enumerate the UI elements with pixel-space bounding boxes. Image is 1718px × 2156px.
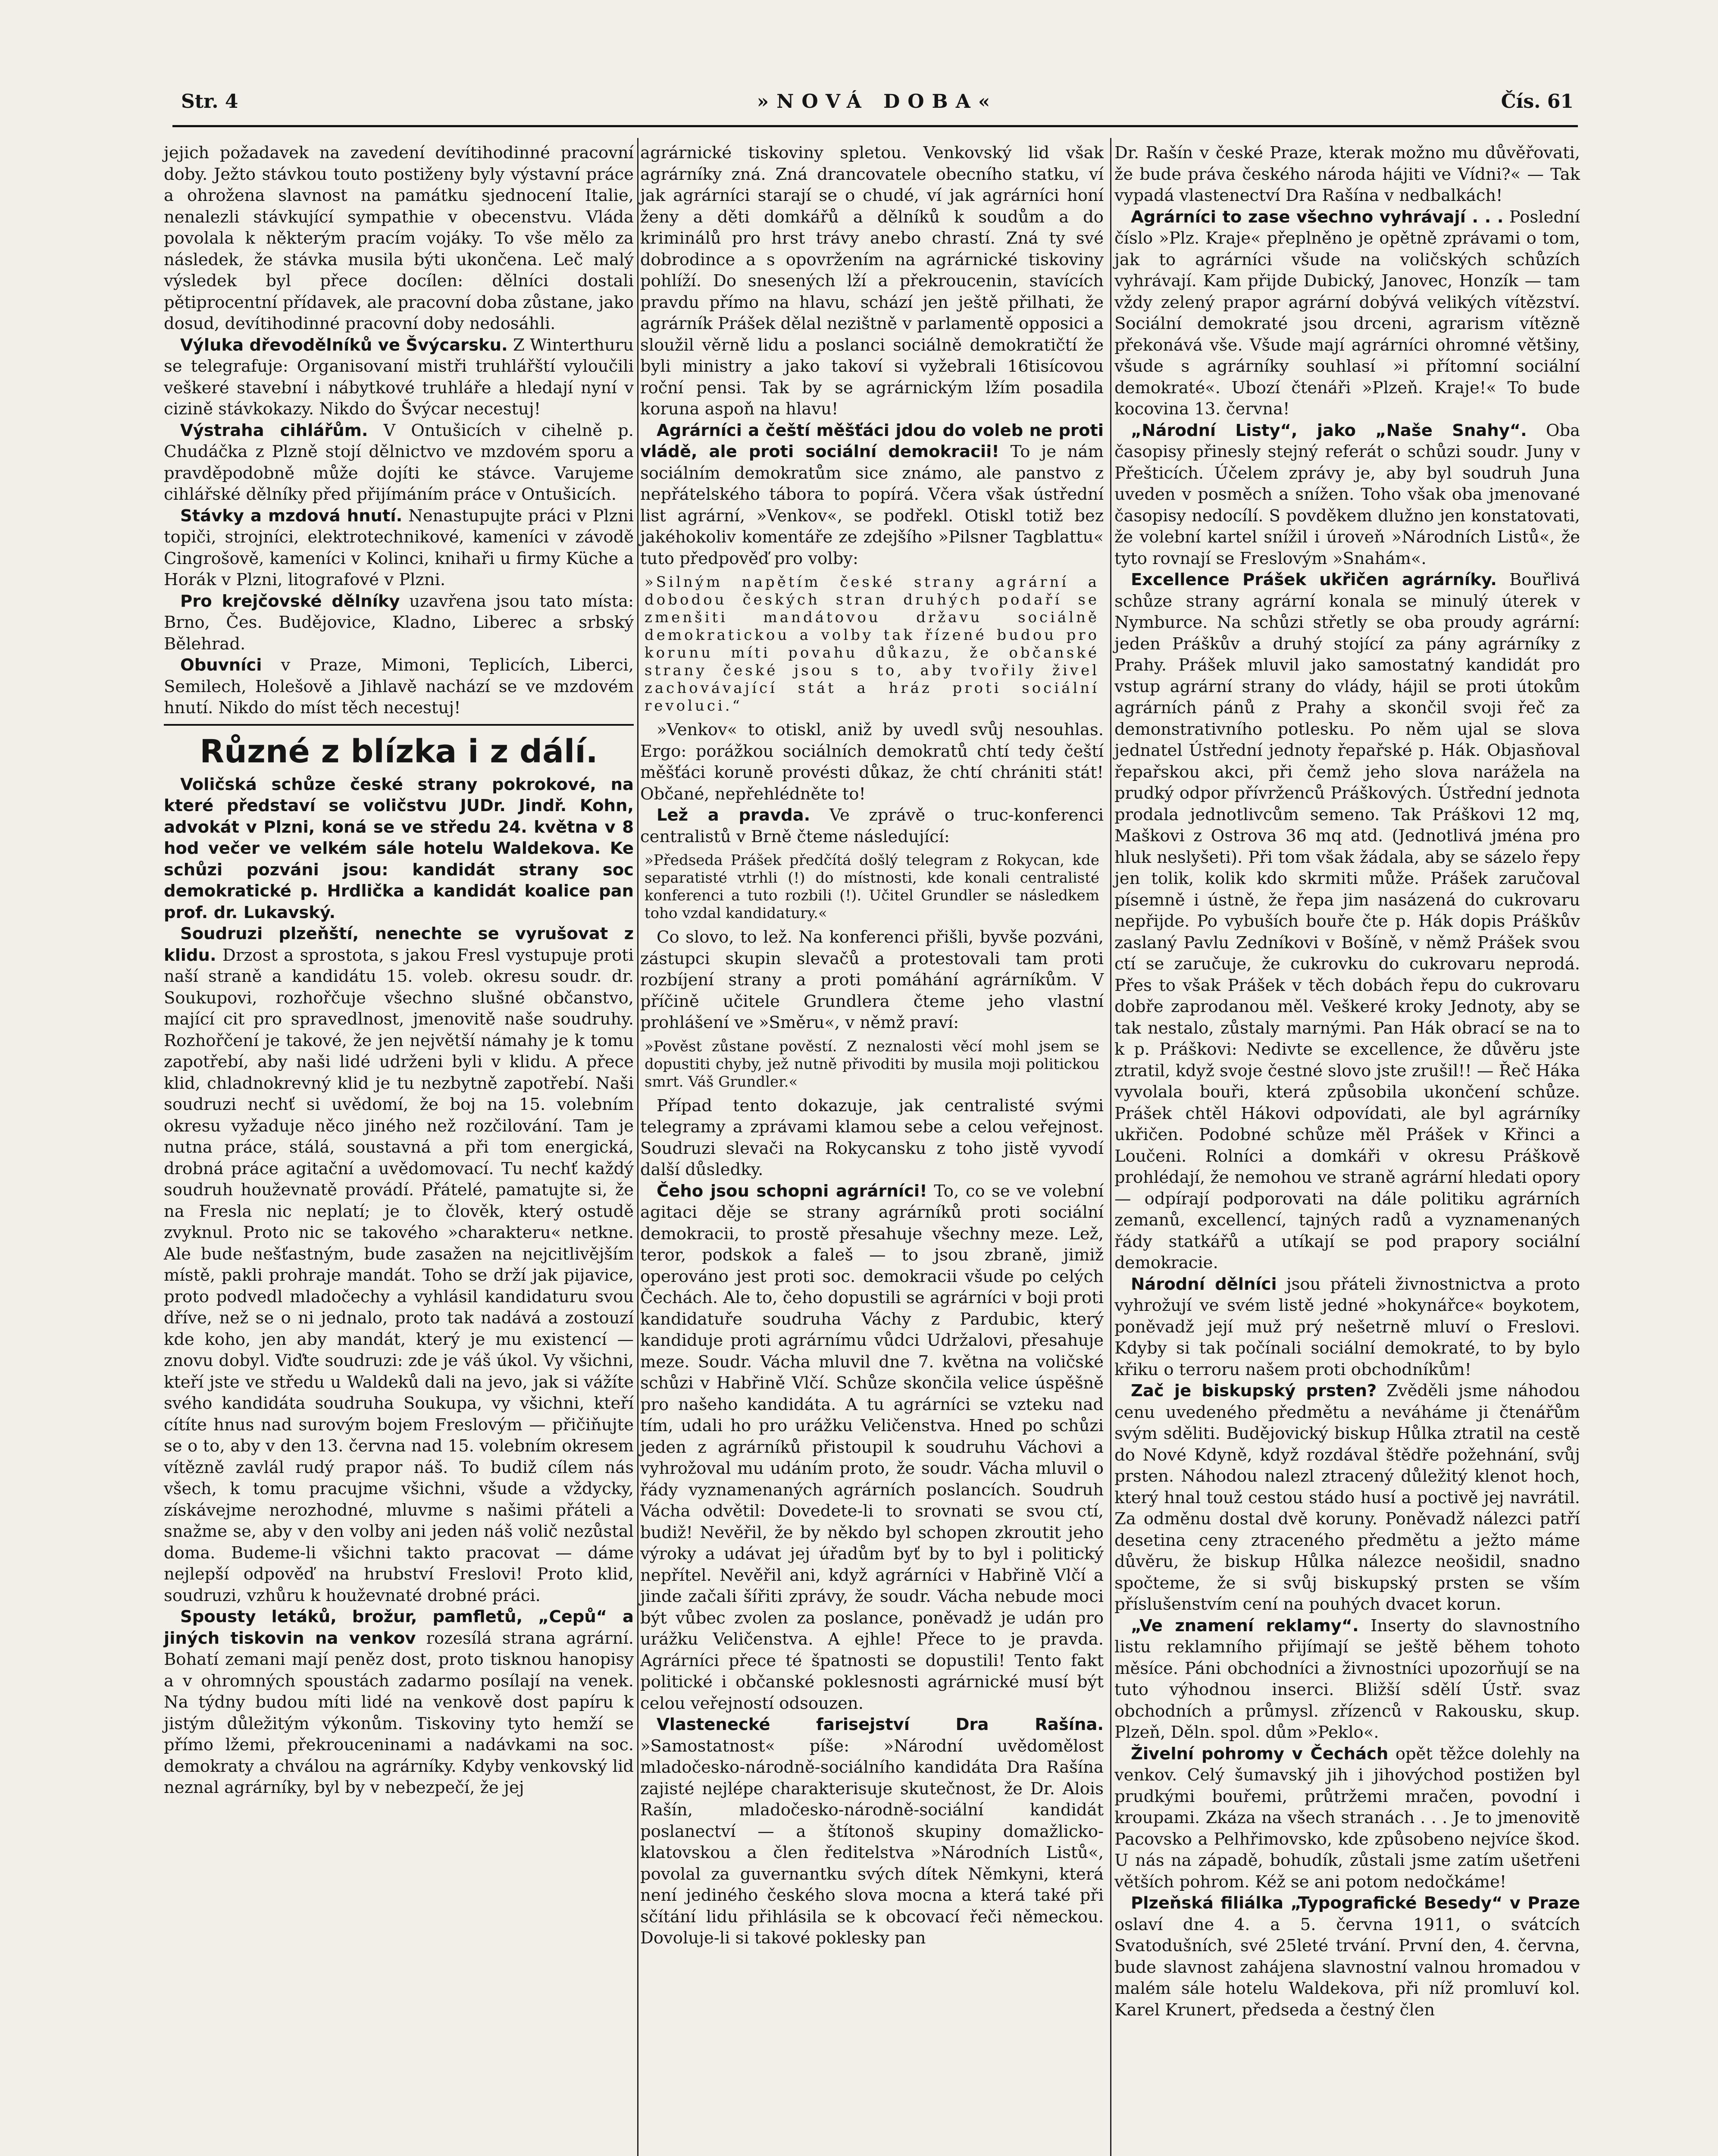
news-item bbox=[164, 655, 634, 719]
news-text: Oba časopisy přinesly stejný referát o schůzi soudr. Juny v Přešticích. Účelem zprávy je, aby byl soudruh Juna uveden v posměch a snížen. Toho však oba jmenované časopisy nedocílí. S povděkem dlužno jen konstatovati, že volební kartel snížil i úroveň »Národních Listů«, že tyto rovnají se Freslovým »Snahám«. bbox=[1114, 420, 1580, 568]
news-text: rozesílá strana agrární. Bohatí zemani mají peněz dost, proto tisknou hanopisy a v ohromných spoustách zadarmo posílají na venek. Na týdny budou míti lidé na venkově dost papíru k jistým důležitým výkonům. Tiskoviny tyto hemží se přímo lžemi, překrouceninami a nadávkami na soc. demokraty a chválou na agrárníky. Kdyby venkovský lid neznal agrárníky, byl by v nebezpečí, že jej bbox=[164, 1628, 634, 1797]
section-title: Různé z blízka i z dálí. bbox=[200, 733, 598, 770]
news-text: Z Winterthuru se telegrafuje: Organisovaní mistři truhlářští vyloučili veškeré stavební i nábytkové truhláře a hledají nyní v cizině stávkokazy. Nikdo do Švýcar necestuj! bbox=[164, 335, 634, 419]
news-heading: Plzeňská filiálka „Typografické Besedy“ v Praze bbox=[1131, 1893, 1580, 1913]
article-paragraph: jejich požadavek na zavedení devítihodinné pracovní doby. Ježto stávkou touto postiženy byly výstavní práce a ohrožena slavnost na památku sjednocení Italie, nenalezli stávkující sympathie v obecenstvu. Vláda povolala k některým pracím vojáky. To vše mělo za následek, že stávka musila býti ukončena. Leč malý výsledek byl přece docílen: dělníci dostali pětiprocentní přídavek, ale pracovní doba zůstane, jako dosud, devítihodinné pracovní doby nedosáhli. bbox=[164, 143, 634, 333]
news-item bbox=[1114, 1274, 1580, 1381]
news-heading: Pro krejčovské dělníky bbox=[180, 591, 400, 611]
quote-block: »Pověst zůstane pověstí. Z neznalosti věcí mohl jsem se dopustiti chyby, jež nutně přivoditi by musila moji politickou smrt. Váš Grundler.« bbox=[645, 1037, 1099, 1091]
news-text: To je nám sociálním demokratům sice známo, ale panstvo z nepřátelského tábora to popírá. Včera však ústřední list agrární, »Venkov«, se podřekl. Otiskl totiž bez jakéhokoliv komentáře ze zdejšího »Pilsner Tagblattu« tuto předpověď pro volby: bbox=[640, 442, 1104, 568]
news-text: jsou přáteli živnostnictva a proto vyhrožují ve svém listě jedné »hokynářce« boykotem, poněvadž její muž prý nešetrně mluví o Freslovi. Kdyby si tak počínali sociální demokraté, to by bylo křiku o terroru našem proti obchodníkům! bbox=[1114, 1274, 1580, 1379]
news-text: Poslední číslo »Plz. Kraje« přeplněno je opětně zprávami o tom, jak to agrárníci všude na voličských schůzích vyhrávají. Kam přijde Dubický, Janovec, Honzík — tam vždy zelený prapor agrární dobývá velikých vítězství. Sociální demokraté jsou drceni, agrarism vítězně překonává vše. Všude mají agrárníci ohromné většiny, všude s agrárníky souhlasí »i přítomní sociální demokraté«. Ubozí čtenáři »Plzeň. Kraje!« To bude kocovina 13. června! bbox=[1114, 207, 1580, 419]
news-heading: Stávky a mzdová hnutí. bbox=[180, 506, 403, 526]
article-paragraph: Případ tento dokazuje, jak centralisté svými telegramy a zprávami klamou sebe a celou veřejnost. Soudruzi slevači na Rokycansku z toho jistě vyvodí další důsledky. bbox=[640, 1096, 1104, 1179]
news-text: Zvěděli jsme náhodou cenu uvedeného předmětu a neváháme ji čtenářům svým sděliti. Budějovický biskup Hůlka ztratil na cestě do Nové Kdyně, když rozdával štědře požehnání, svůj prsten. Náhodou nalezl ztracený důležitý klenot hoch, který hnal touž cestou stádo husí a poctivě jej navrátil. Za odměnu dostal dvě koruny. Poněvadž nálezci patří desetina ceny ztraceného předmětu a ježto máme důvěru, že biskup Hůlka nálezce neošidil, snadno spočteme, že si svůj biskupský prsten se vším příslušenstvím cení na pouhých dvacet korun. bbox=[1114, 1381, 1580, 1614]
column-3 bbox=[1114, 142, 1580, 2021]
news-text: opět těžce dolehly na venkov. Celý šumavský jih i jihovýchod postižen byl prudkými bouřemi, průtržemi mračen, povodní i kroupami. Zkáza na všech stranách . . . Je to jmenovitě Pacovsko a Pelhřimovsko, kde způsobeno nejvíce škod. U nás na západě, bohudík, zůstali jsme zatím ušetřeni větších pohrom. Kéž se ani potom nedočkáme! bbox=[1114, 1744, 1580, 1892]
article-paragraph: Dr. Rašín v české Praze, kterak možno mu důvěřovati, že bude práva českého národa hájiti ve Vídni?« — Tak vypadá vlastenectví Dra Rašína v nedbalkách! bbox=[1114, 143, 1580, 205]
news-heading: Národní dělníci bbox=[1131, 1274, 1277, 1294]
news-item bbox=[164, 420, 634, 505]
news-text: »Samostatnost« píše: »Národní uvědomělost mladočesko-národně-sociálního kandidáta Dra Rašína zajisté nejlépe charakterisuje skutečnost, že Dr. Alois Rašín, mladočesko-národně-sociální kandidát poslanectví — a štítonoš skupiny domažlicko-klatovskou a člen ředitelstva »Národních Listů«, povolal za guvernantku svých dítek Němkyni, která není jediného českého slova mocna a která také při sčítání lidu přihlásila se k obcovací řeči německou. Dovoluje-li si takové poklesky pan bbox=[640, 1736, 1104, 1948]
quote-block: »Předseda Prášek předčítá došlý telegram z Rokycan, kde separatisté vtrhli (!) do místnosti, kde konali centralisté konferenci a tuto rozbili (!). Učitel Grundler se následkem toho vzdal kandidatury.« bbox=[645, 852, 1099, 922]
news-heading: Výstraha cihlářům. bbox=[180, 420, 368, 440]
news-heading: Vlastenecké farisejství Dra Rašína. bbox=[657, 1715, 1104, 1734]
news-heading: Obuvníci bbox=[180, 655, 262, 675]
news-heading: Spousty letáků, brožur, pamfletů, „Cepů“ a jiných tiskovin na venkov bbox=[164, 1607, 634, 1648]
news-item bbox=[164, 1606, 634, 1799]
news-item bbox=[640, 805, 1104, 847]
article-paragraph: »Venkov« to otiskl, aniž by uvedl svůj nesouhlas. Ergo: porážkou sociálních demokratů chtí tedy čeští měšťáci koruně provésti důkaz, že chtí chrániti stát! Občané, nepřehlédněte to! bbox=[640, 720, 1104, 804]
news-item bbox=[164, 591, 634, 655]
news-text: v Praze, Mimoni, Teplicích, Liberci, Semilech, Holešově a Jihlavě nachází se ve mzdovém hnutí. Nikdo do míst těch necestuj! bbox=[164, 655, 634, 718]
news-item bbox=[640, 420, 1104, 570]
page-number: Str. 4 bbox=[181, 91, 238, 113]
news-item bbox=[164, 335, 634, 420]
news-text: To, co se ve volební agitaci děje se strany agrárníků proti sociální demokracii, to prostě přesahuje všechny meze. Lež, teror, podskok a faleš — to jsou zbraně, jimiž operováno jest proti soc. demokracii všude po celých Čechách. Ale to, čeho dopustili se agrárníci v boji proti kandidatuře soudruha Váchy z Pardubic, který kandiduje proti agrárnímu vůdci Udržalovi, přesahuje meze. Soudr. Vácha mluvil dne 7. května na voličské schůzi v Habřině Vlčí. Schůze skončila velice úspěšně pro našeho kandidáta. A tu agrárníci se vzteku nad tím, udali ho pro urážku Veličenstva. Hned po schůzi jeden z agrárníků přistoupil k soudruhu Váchovi a vyhrožoval mu udáním proto, že soudr. Vácha mluvil o řády vyznamenaných agrárních poslancích. Soudruh Vácha odvětil: Dovedete-li to srovnati se svou ctí, budiž! Nevěřil, že by někdo byl schopen zkroutit jeho výroky a udávat jej úřadům byť by to byl i politický nepřítel. Nevěřil ani, když agrárníci v Habřině Vlčí a jinde začali šířiti zprávy, že soudr. Vácha nebude moci být vůbec zvolen za poslance, poněvadž je udán pro urážku Veličenstva. A ejhle! Přece to je pravda. Agrárníci přece té špatnosti se dopustili! Tento fakt politické i občanské poklesnosti agrárnické musí být celou veřejností odsouzen. bbox=[640, 1181, 1104, 1713]
news-heading: Excellence Prášek ukřičen agrárníky. bbox=[1131, 570, 1497, 589]
news-heading: Živelní pohromy v Čechách bbox=[1131, 1744, 1389, 1764]
news-heading: Agrárníci to zase všechno vyhrávají . . . bbox=[1131, 207, 1504, 227]
news-item bbox=[164, 923, 634, 1606]
news-item bbox=[640, 1181, 1104, 1714]
news-heading: Čeho jsou schopni agrárníci! bbox=[657, 1181, 927, 1201]
news-item bbox=[1114, 1893, 1580, 2021]
news-item bbox=[164, 505, 634, 591]
news-item bbox=[1114, 569, 1580, 1274]
header-rule bbox=[172, 125, 1578, 127]
news-heading: Agrárníci a čeští měšťáci jdou do voleb ne proti vládě, ale proti sociální demokracii! bbox=[640, 420, 1104, 461]
news-text: Ve zprávě o truc-konferenci centralistů v Brně čteme následující: bbox=[640, 805, 1104, 846]
news-heading: Soudruzi plzeňští, nenechte se vyrušovat z klidu. bbox=[164, 924, 634, 965]
news-item bbox=[1114, 207, 1580, 420]
news-text: oslaví dne 4. a 5. června 1911, o svátcích Svatodušních, své 25leté trvání. První den, 4. června, bude slavnost zahájena slavnostní valnou hromadou v malém sále hotelu Waldekova, při níž promluví kol. Karel Krunert, předseda a čestný člen bbox=[1114, 1915, 1580, 2020]
news-heading: Zač je biskupský prsten? bbox=[1131, 1381, 1377, 1401]
page-header bbox=[181, 91, 1574, 121]
news-text: Inserty do slavnostního listu reklamního přijímají se ještě během tohoto měsíce. Páni obchodníci a živnostníci upozorňují se na tuto výhodnou inserci. Bližší sdělí Ústř. svaz obchodních a průmysl. zřízenců v Rakousku, skup. Plzeň, Děln. spol. dům »Peklo«. bbox=[1114, 1616, 1580, 1742]
news-text: Bouřlivá schůze strany agrární konala se minulý úterek v Nymburce. Na schůzi střetly se oba proudy agrární: jeden Práškův a druhý stojící za pány agrárníky z Prahy. Prášek mluvil jako samostatný kandidát pro vstup agrární strany do vlády, hájil se proti útokům agrárních pánů z Prahy a skončil svoji řeč za demonstrativního potlesku. Po něm ujal se slova jednatel Ústřední jednoty řepařské p. Hák. Objasňoval řepařskou akci, při čemž jeho slova narážela na prudký odpor přívrženců Práškových. Ústřední jednota prodala jednotlivcům semeno. Tak Práškovi 12 mq, Maškovi z Ostrova 36 mq atd. (Jednotlivá jména pro hluk neslyšeti). Při tom však žádala, aby se sázelo řepy jen tolik, kolik kdo skrmiti může. Prášek zaručoval písemně i ústně, že řepa jim nasázená do cukrovaru nepřijde. Po vybuších bouře čte p. Hák dopis Práškův zaslaný Pavlu Zedníkovi v Bošíně, v němž Prášek svou ctí se zaručuje, že cukrovku do cukrovaru neprodá. Přes to však Prášek v těch dobách řepu do cukrovaru dobře zaprodanou měl. Veškeré kroky Jednoty, aby se tak nestalo, zůstaly marnými. Pan Hák obrací se na to k p. Práškovi: Nedivte se excellence, že důvěru jste ztratil, když svoje čestné slovo jste zrušil!! — Řeč Háka vyvolala bouři, která způsobila ukončení schůze. Prášek chtěl Hákovi odpovídati, ale byl agrárníky ukřičen. Podobné schůze měl Prášek v Křinci a Loučeni. Rolníci a domkáři v okresu Práškově prohlédají, že nemohou ve straně agrární hledati opory — odpírají podporovati na dále politiku agrárních zemanů, excellencí, tajných radů a vyznamenaných řády statkářů a utíkají se pod prapory sociální demokracie. bbox=[1114, 570, 1580, 1272]
news-item bbox=[1114, 1380, 1580, 1615]
news-text: uzavřena jsou tato místa: Brno, Čes. Budějovice, Kladno, Liberec a srbský Bělehrad. bbox=[164, 591, 634, 654]
issue-number: Čís. 61 bbox=[1501, 91, 1574, 113]
news-item bbox=[1114, 1615, 1580, 1743]
meeting-announcement: Voličská schůze české strany pokrokové, na které představí se voličstvu JUDr. Jindř. Kohn, advokát v Plzni, koná se ve středu 24. května v 8 hod večer ve velkém sále hotelu Waldekova. Ke schůzi pozváni jsou: kandidát strany soc demokratické p. Hrdlička a kandidát koalice pan prof. dr. Lukavský. bbox=[164, 774, 634, 922]
column-divider-2 bbox=[1110, 138, 1111, 2156]
quote-block: »Silným napětím české strany agrární a dobodou českých stran druhých podaří se zmenšiti mandátovou državu sociálně demokratickou a volby tak řízené budou pro korunu míti povahu důkazu, že občanské strany české jsou s to, aby tvořily živel zachovávající stát a hráz proti sociální revoluci.“ bbox=[645, 573, 1099, 714]
section-separator bbox=[164, 724, 634, 726]
column-1 bbox=[164, 142, 634, 1799]
article-paragraph: Co slovo, to lež. Na konferenci přišli, byvše pozváni, zástupci skupin slevačů a protestovali tam proti rozbíjení strany a proti pomáhání agrárníkům. V příčině učitele Grundlera čteme jeho vlastní prohlášení ve »Směru«, v němž praví: bbox=[640, 928, 1104, 1032]
news-heading: Lež a pravda. bbox=[657, 805, 810, 825]
news-item bbox=[640, 1714, 1104, 1949]
article-paragraph: agrárnické tiskoviny spletou. Venkovský lid však agrárníky zná. Zná drancovatele obecního statku, ví jak agrárníci starají se o chudé, ví jak agrárníci honí ženy a děti domkářů a dělníků k soudům a do kriminálů pro hrst trávy anebo chrastí. Zná ty své dobrodince a s opovržením na agrárnické tiskoviny pohlíží. Do snesených lží a překroucenin, stavících pravdu přímo na hlavu, schází jen ještě přilhati, že agrárník Prášek dělal nezištně v parlamentě opposici a sloužil věrně lidu a poslanci sociálně demokratičtí že byli ministry a jako takoví si vyžebrali 16tisícovou roční pensi. Tak by se agrárnickým lžím posadila koruna aspoň na hlavu! bbox=[640, 143, 1104, 419]
news-heading: „Ve znamení reklamy“. bbox=[1131, 1616, 1359, 1636]
news-heading: „Národní Listy“, jako „Naše Snahy“. bbox=[1131, 420, 1527, 440]
news-item bbox=[1114, 1743, 1580, 1893]
news-text: Nenastupujte práci v Plzni topiči, strojníci, elektrotechnikové, kameníci v závodě Cingrošově, kameníci v Kolinci, knihaři u firmy Küche a Horák v Plzni, litografové v Plzni. bbox=[164, 506, 634, 589]
news-text: Drzost a sprostota, s jakou Fresl vystupuje proti naší straně a kandidátu 15. voleb. okresu soudr. dr. Soukupovi, rozhořčuje všechno slušné občanstvo, mající cit pro spravedlnost, jmenovitě naše soudruhy. Rozhořčení je takové, že jen největší námahy je k tomu zapotřebí, aby naši lidé udrženi byli v klidu. A přece klid, chladnokrevný klid je tu nezbytně zapotřebí. Naši soudruzi nechť si uvědomí, že boj na 15. volebním okresu vyžaduje něco jiného než rozčilování. Tam je nutna práce, stálá, soustavná a při tom energická, drobná práce agitační a uvědomovací. Tu nechť každý soudruh houževnatě provádí. Přátelé, pamatujte si, že na Fresla nic neplatí; je to člověk, který ostudě zvyknul. Proto nic se takového »charakteru« netkne. Ale bude nešťastným, bude zasažen na nejcitlivějším místě, pakli prohraje mandát. Toho se drží jak pijavice, proto podvedl mladočechy a vyhlásil kandidaturu svou dříve, než se o ni jednalo, proto tak nadává a zostouzí kde koho, jen aby mandát, který je mu existencí — znovu dobyl. Viďte soudruzi: zde je váš úkol. Vy všichni, kteří jste ve středu u Waldeků dali na jevo, jak si vážíte svého kandidáta soudruha Soukupa, vy všichni, kteří cítíte hnus nad surovým bojem Freslovým — přičiňujte se o to, aby v den 13. června nad 15. volebním okresem vítězně zavlál rudý prapor náš. To budiž cílem nás všech, k tomu pracujme všichni, všude a vždycky, získávejme nerozhodné, mluvme s našimi přáteli a snažme se, aby v den volby ani jeden náš volič nezůstal doma. Budeme-li všichni takto pracovat — dáme nejlepší odpověď na hrubství Freslovi! Proto klid, soudruzi, vzhůru k houževnaté drobné práci. bbox=[164, 945, 634, 1605]
news-heading: Výluka dřevodělníků ve Švýcarsku. bbox=[180, 335, 508, 355]
column-2 bbox=[640, 142, 1104, 1949]
news-text: V Ontušicích v cihelně p. Chudáčka z Plzně stojí dělnictvo ve mzdovém sporu a pravděpodobně může dojíti ke stávce. Varujeme cihlářské dělníky před přijímáním práce v Ontušicích. bbox=[164, 420, 634, 504]
news-item bbox=[1114, 420, 1580, 570]
newspaper-title: »NOVÁ DOBA« bbox=[757, 91, 998, 113]
column-divider-1 bbox=[637, 138, 638, 2156]
